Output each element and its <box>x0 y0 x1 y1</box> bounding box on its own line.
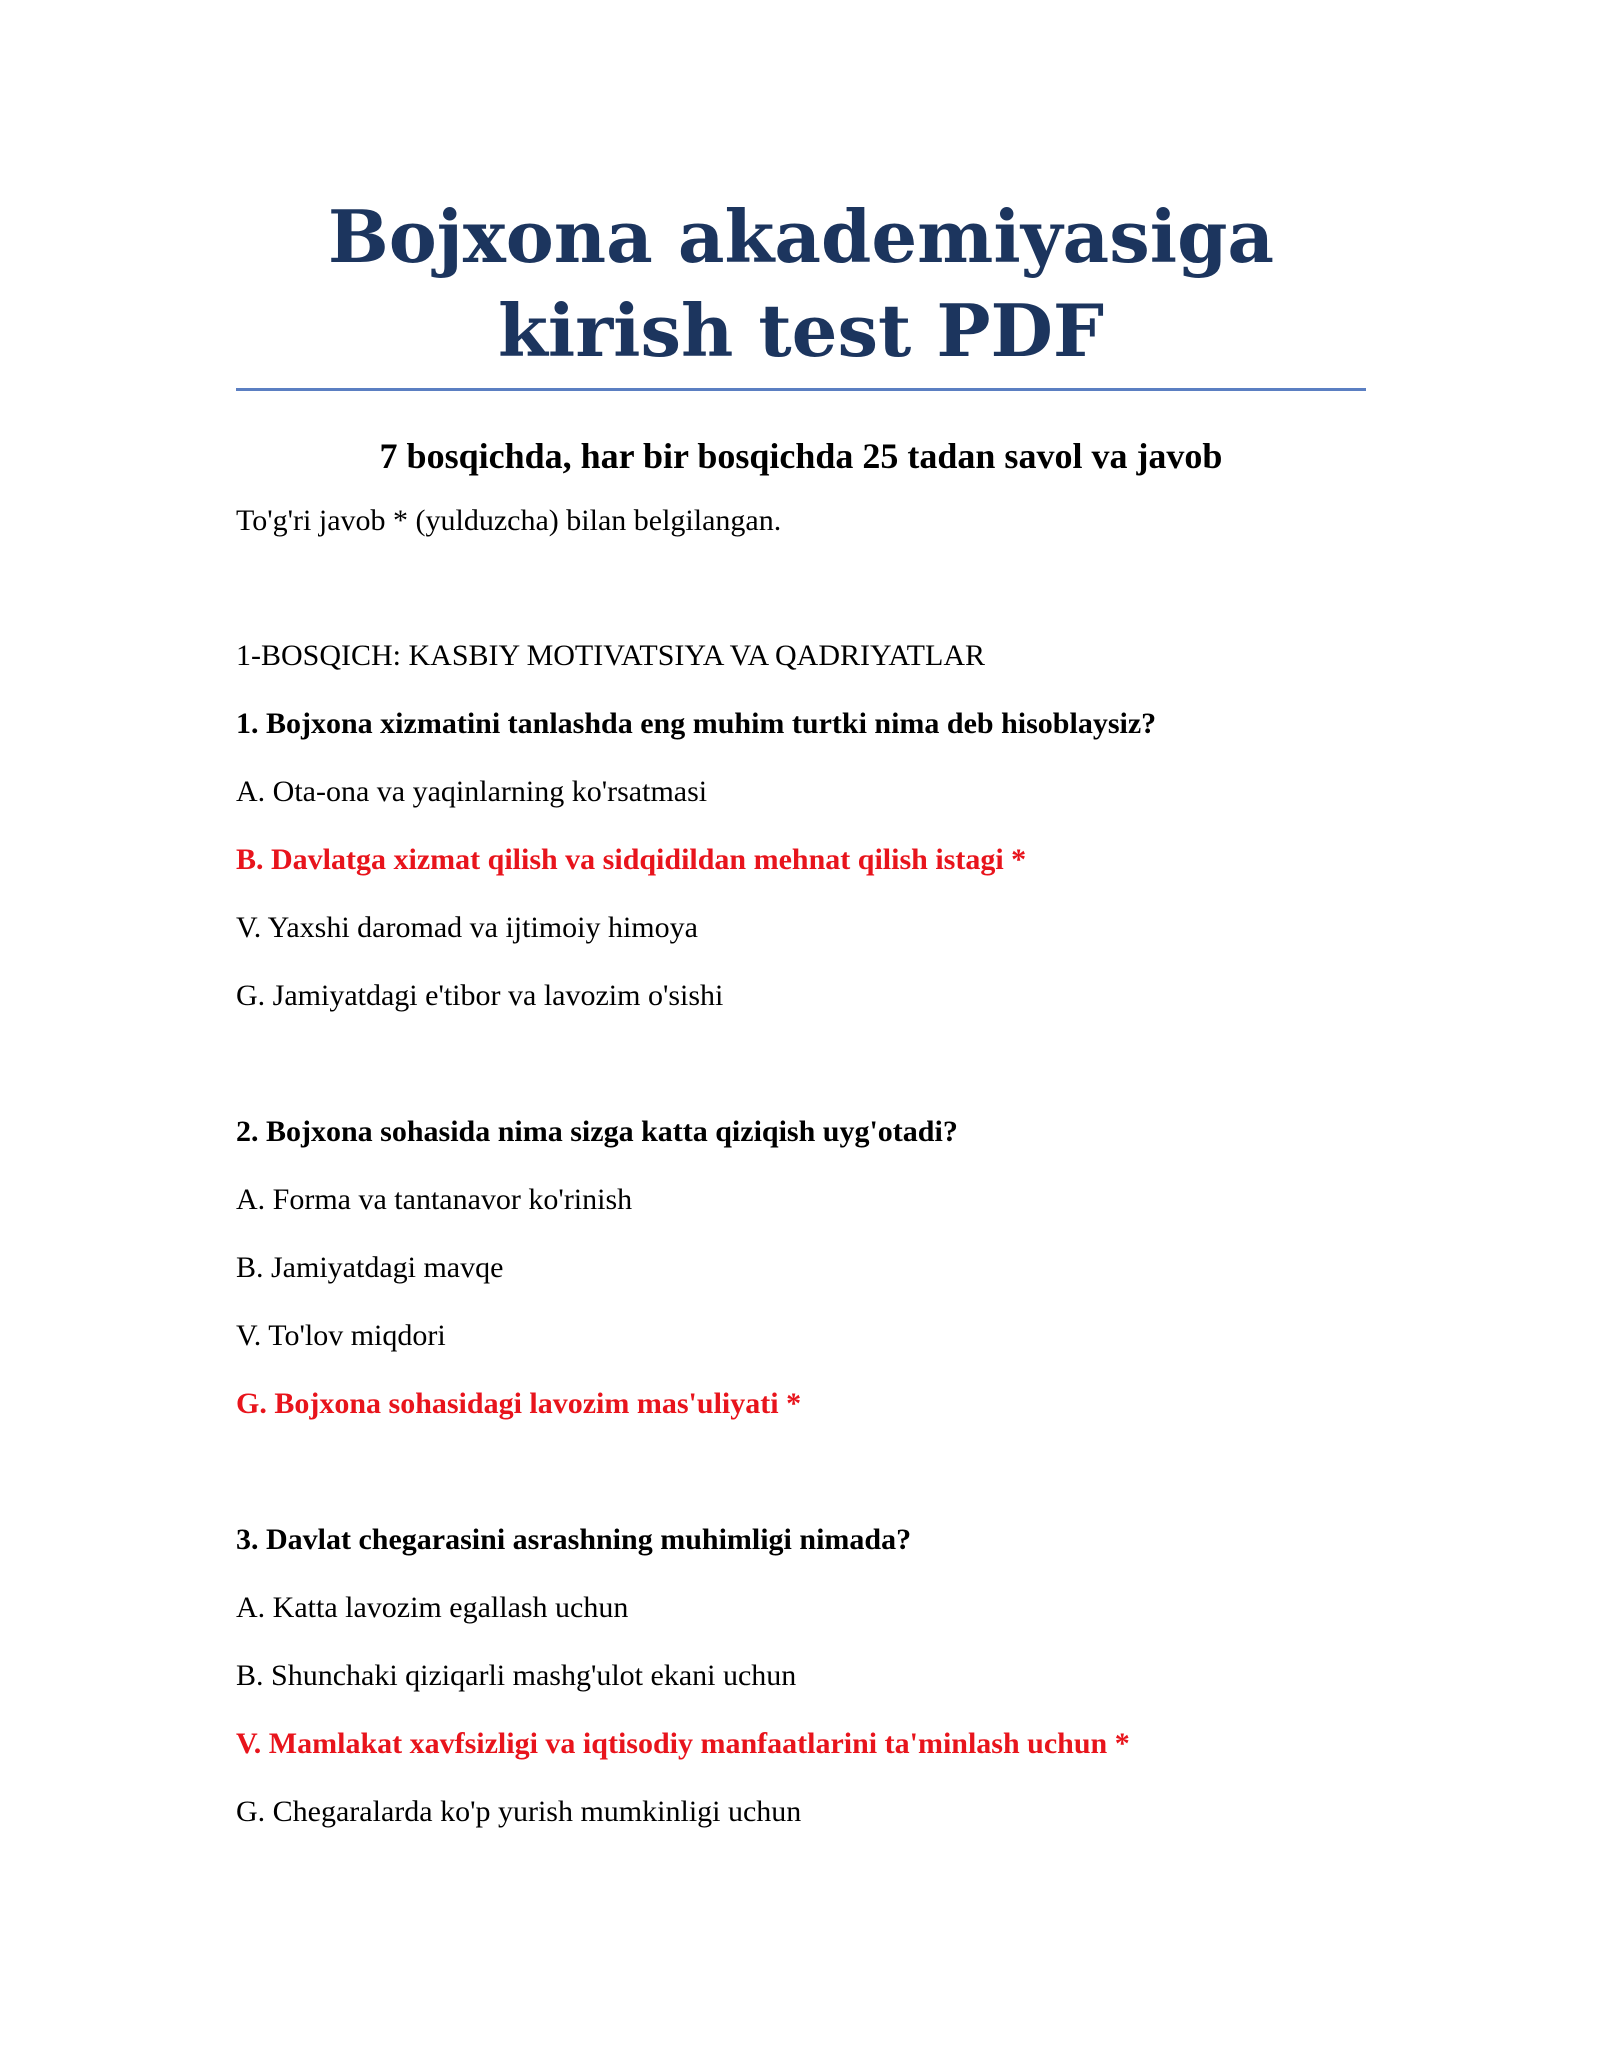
answer-option-g: G. Chegaralarda ko'p yurish mumkinligi uchun <box>236 1795 802 1828</box>
answer-key-note: To'g'ri javob * (yulduzcha) bilan belgilangan. <box>236 504 782 537</box>
question-spacer <box>236 1424 1366 1492</box>
stage-heading: 1-BOSQICH: KASBIY MOTIVATSIYA VA QADRIYATLAR <box>236 639 985 672</box>
question-text: 1. Bojxona xizmatini tanlashda eng muhim turtki nima deb hisoblaysiz? <box>236 707 1157 740</box>
document-subtitle: 7 bosqichda, har bir bosqichda 25 tadan savol va javob <box>379 436 1223 476</box>
answer-option-b: B. Shunchaki qiziqarli mashg'ulot ekani uchun <box>236 1659 797 1692</box>
page-content <box>236 190 1366 1832</box>
question-2 <box>236 1112 1366 1424</box>
answer-option-v: V. To'lov miqdori <box>236 1319 446 1352</box>
question-spacer <box>236 1016 1366 1084</box>
question-3 <box>236 1520 1366 1832</box>
answer-option-b-correct: B. Davlatga xizmat qilish va sidqidildan mehnat qilish istagi * <box>236 843 1027 876</box>
question-1 <box>236 704 1366 1016</box>
question-text: 2. Bojxona sohasida nima sizga katta qiziqish uyg'otadi? <box>236 1115 958 1148</box>
answer-option-v-correct: V. Mamlakat xavfsizligi va iqtisodiy manfaatlarini ta'minlash uchun * <box>236 1727 1130 1760</box>
answer-option-a: A. Ota-ona va yaqinlarning ko'rsatmasi <box>236 775 708 808</box>
answer-option-b: B. Jamiyatdagi mavqe <box>236 1251 504 1284</box>
title-divider <box>236 388 1366 391</box>
answer-option-v: V. Yaxshi daromad va ijtimoiy himoya <box>236 911 698 944</box>
answer-option-a: A. Katta lavozim egallash uchun <box>236 1591 629 1624</box>
question-text: 3. Davlat chegarasini asrashning muhimligi nimada? <box>236 1523 912 1556</box>
answer-option-g: G. Jamiyatdagi e'tibor va lavozim o'sishi <box>236 979 724 1012</box>
answer-option-a: A. Forma va tantanavor ko'rinish <box>236 1183 633 1216</box>
document-title: Bojxona akademiyasiga kirish test PDF <box>327 194 1275 373</box>
answer-option-g-correct: G. Bojxona sohasidagi lavozim mas'uliyati * <box>236 1387 802 1420</box>
